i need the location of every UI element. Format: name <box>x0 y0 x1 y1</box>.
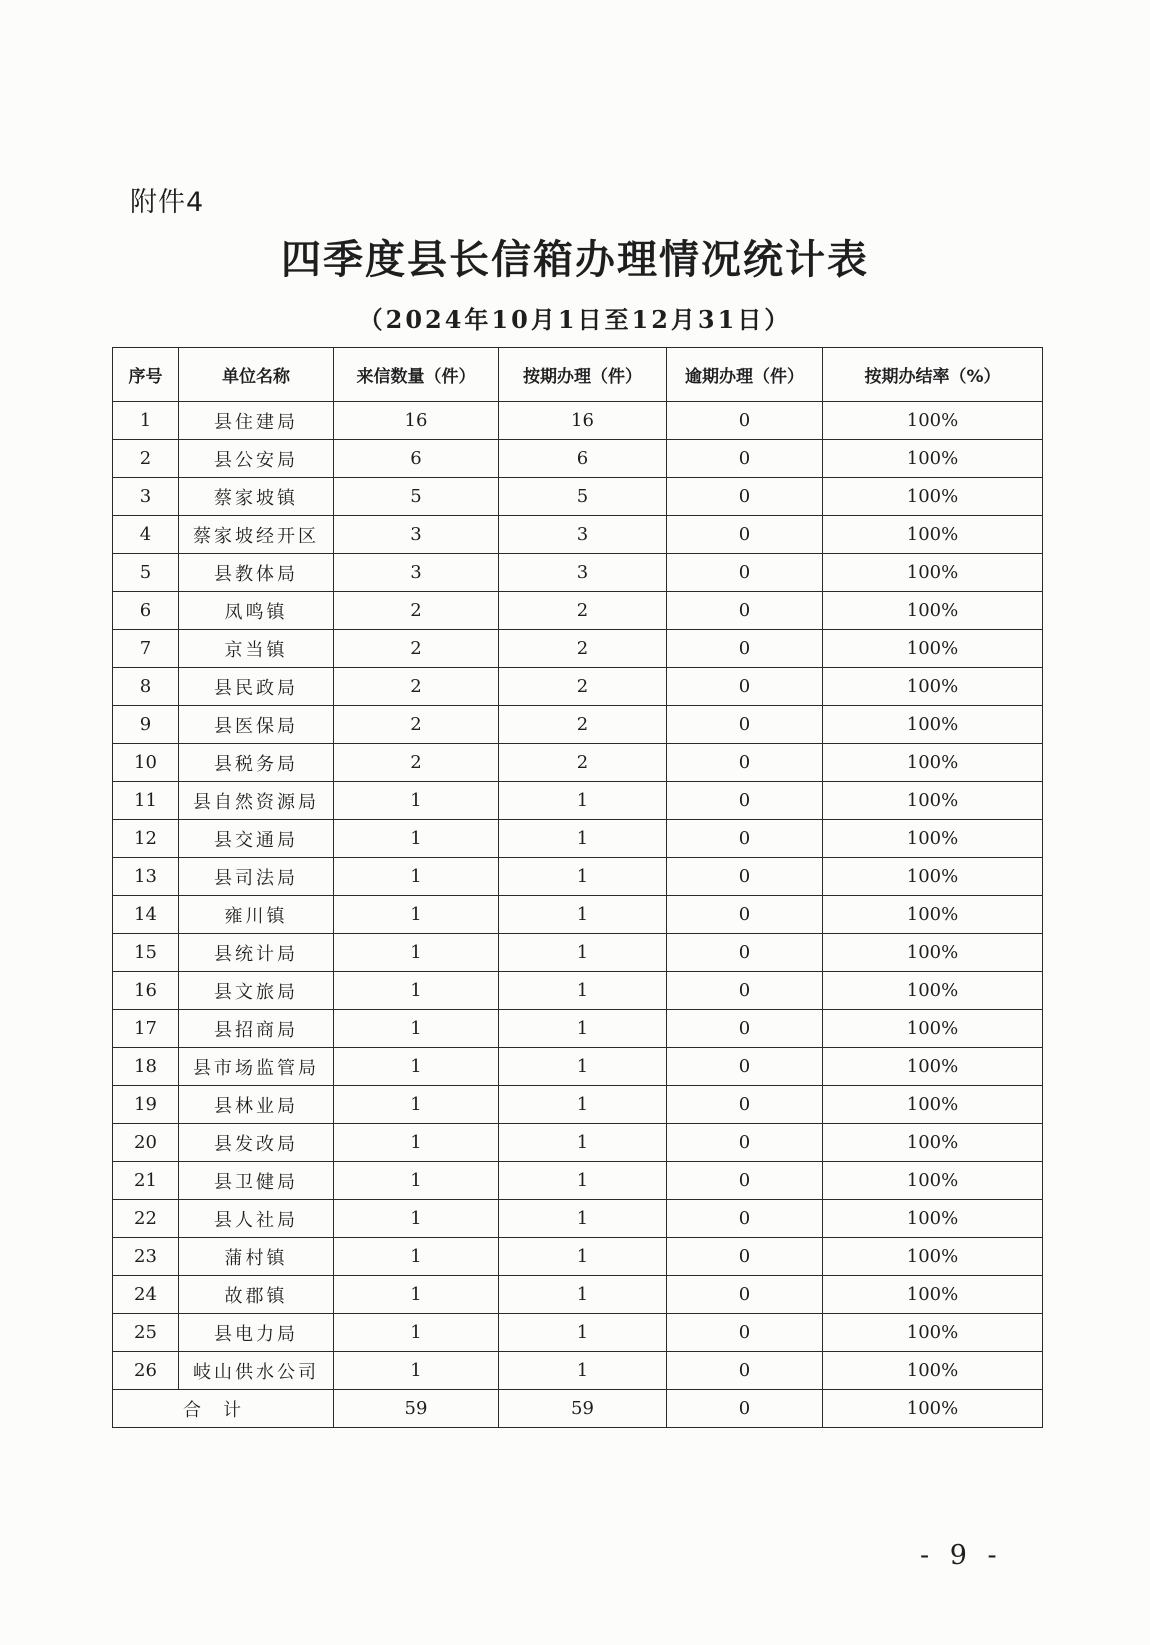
cell-unit-name: 雍川镇 <box>179 896 334 934</box>
cell-letters-received: 2 <box>334 668 499 706</box>
cell-handled-on-time: 1 <box>499 1276 667 1314</box>
cell-letters-received: 1 <box>334 1238 499 1276</box>
cell-on-time-rate: 100% <box>823 1238 1043 1276</box>
cell-on-time-rate: 100% <box>823 1276 1043 1314</box>
table-row <box>113 1048 1043 1086</box>
cell-unit-name: 县住建局 <box>179 402 334 440</box>
table-row <box>113 896 1043 934</box>
cell-unit-name: 县教体局 <box>179 554 334 592</box>
cell-serial-number: 15 <box>113 934 179 972</box>
cell-letters-received: 1 <box>334 858 499 896</box>
cell-handled-on-time: 3 <box>499 554 667 592</box>
cell-unit-name: 京当镇 <box>179 630 334 668</box>
cell-handled-on-time: 1 <box>499 1314 667 1352</box>
cell-serial-number: 2 <box>113 440 179 478</box>
table-row <box>113 1352 1043 1390</box>
cell-serial-number: 11 <box>113 782 179 820</box>
cell-handled-overdue: 0 <box>667 592 823 630</box>
cell-unit-name: 县人社局 <box>179 1200 334 1238</box>
page-number: - 9 - <box>920 1540 1003 1571</box>
cell-handled-on-time: 1 <box>499 934 667 972</box>
header-serial-number: 序号 <box>113 348 179 402</box>
cell-on-time-rate: 100% <box>823 516 1043 554</box>
document-title: 四季度县长信箱办理情况统计表 <box>281 236 869 283</box>
total-received: 59 <box>334 1390 499 1428</box>
cell-on-time-rate: 100% <box>823 630 1043 668</box>
cell-serial-number: 19 <box>113 1086 179 1124</box>
cell-letters-received: 1 <box>334 1162 499 1200</box>
cell-unit-name: 县税务局 <box>179 744 334 782</box>
cell-unit-name: 县招商局 <box>179 1010 334 1048</box>
total-row <box>113 1390 1043 1428</box>
cell-on-time-rate: 100% <box>823 744 1043 782</box>
statistics-table <box>112 347 1043 1428</box>
cell-handled-overdue: 0 <box>667 1086 823 1124</box>
cell-unit-name: 县公安局 <box>179 440 334 478</box>
cell-on-time-rate: 100% <box>823 1352 1043 1390</box>
cell-handled-on-time: 1 <box>499 1086 667 1124</box>
cell-serial-number: 14 <box>113 896 179 934</box>
cell-letters-received: 1 <box>334 1010 499 1048</box>
cell-serial-number: 21 <box>113 1162 179 1200</box>
table-row <box>113 668 1043 706</box>
cell-on-time-rate: 100% <box>823 592 1043 630</box>
table-row <box>113 706 1043 744</box>
cell-unit-name: 县电力局 <box>179 1314 334 1352</box>
cell-handled-overdue: 0 <box>667 820 823 858</box>
cell-unit-name: 岐山供水公司 <box>179 1352 334 1390</box>
table-row <box>113 972 1043 1010</box>
header-row <box>113 348 1043 402</box>
cell-handled-overdue: 0 <box>667 554 823 592</box>
cell-unit-name: 县林业局 <box>179 1086 334 1124</box>
cell-handled-overdue: 0 <box>667 1314 823 1352</box>
cell-serial-number: 17 <box>113 1010 179 1048</box>
header-unit-name: 单位名称 <box>179 348 334 402</box>
table-row <box>113 630 1043 668</box>
cell-handled-on-time: 1 <box>499 1124 667 1162</box>
cell-handled-on-time: 1 <box>499 896 667 934</box>
cell-handled-overdue: 0 <box>667 1162 823 1200</box>
table-row <box>113 478 1043 516</box>
cell-letters-received: 16 <box>334 402 499 440</box>
cell-handled-overdue: 0 <box>667 1010 823 1048</box>
cell-handled-overdue: 0 <box>667 478 823 516</box>
cell-unit-name: 县交通局 <box>179 820 334 858</box>
cell-on-time-rate: 100% <box>823 554 1043 592</box>
header-on-time-rate: 按期办结率（%） <box>823 348 1043 402</box>
cell-serial-number: 3 <box>113 478 179 516</box>
cell-on-time-rate: 100% <box>823 1048 1043 1086</box>
cell-letters-received: 5 <box>334 478 499 516</box>
cell-unit-name: 蒲村镇 <box>179 1238 334 1276</box>
cell-letters-received: 1 <box>334 820 499 858</box>
cell-on-time-rate: 100% <box>823 668 1043 706</box>
cell-letters-received: 1 <box>334 896 499 934</box>
cell-handled-on-time: 16 <box>499 402 667 440</box>
cell-serial-number: 5 <box>113 554 179 592</box>
cell-unit-name: 县民政局 <box>179 668 334 706</box>
cell-on-time-rate: 100% <box>823 782 1043 820</box>
total-overdue: 0 <box>667 1390 823 1428</box>
cell-handled-on-time: 2 <box>499 592 667 630</box>
cell-on-time-rate: 100% <box>823 1086 1043 1124</box>
cell-handled-on-time: 1 <box>499 1010 667 1048</box>
cell-handled-on-time: 5 <box>499 478 667 516</box>
cell-handled-overdue: 0 <box>667 1124 823 1162</box>
cell-letters-received: 3 <box>334 516 499 554</box>
cell-handled-overdue: 0 <box>667 858 823 896</box>
cell-on-time-rate: 100% <box>823 478 1043 516</box>
cell-handled-on-time: 3 <box>499 516 667 554</box>
table-row <box>113 1276 1043 1314</box>
cell-on-time-rate: 100% <box>823 820 1043 858</box>
table-row <box>113 744 1043 782</box>
cell-serial-number: 22 <box>113 1200 179 1238</box>
cell-unit-name: 蔡家坡镇 <box>179 478 334 516</box>
cell-letters-received: 1 <box>334 934 499 972</box>
table-row <box>113 516 1043 554</box>
cell-on-time-rate: 100% <box>823 972 1043 1010</box>
cell-handled-overdue: 0 <box>667 440 823 478</box>
cell-handled-overdue: 0 <box>667 630 823 668</box>
cell-handled-on-time: 1 <box>499 820 667 858</box>
cell-handled-overdue: 0 <box>667 744 823 782</box>
cell-handled-on-time: 1 <box>499 1162 667 1200</box>
cell-handled-on-time: 2 <box>499 668 667 706</box>
cell-serial-number: 24 <box>113 1276 179 1314</box>
cell-letters-received: 1 <box>334 1314 499 1352</box>
cell-unit-name: 县司法局 <box>179 858 334 896</box>
cell-handled-on-time: 1 <box>499 1238 667 1276</box>
cell-handled-overdue: 0 <box>667 516 823 554</box>
cell-letters-received: 2 <box>334 592 499 630</box>
cell-unit-name: 县文旅局 <box>179 972 334 1010</box>
cell-handled-overdue: 0 <box>667 934 823 972</box>
cell-on-time-rate: 100% <box>823 896 1043 934</box>
attachment-label: 附件4 <box>130 187 205 218</box>
table-row <box>113 1010 1043 1048</box>
cell-serial-number: 8 <box>113 668 179 706</box>
cell-unit-name: 蔡家坡经开区 <box>179 516 334 554</box>
cell-handled-overdue: 0 <box>667 402 823 440</box>
cell-serial-number: 1 <box>113 402 179 440</box>
cell-serial-number: 6 <box>113 592 179 630</box>
cell-on-time-rate: 100% <box>823 858 1043 896</box>
table-row <box>113 440 1043 478</box>
total-on-time: 59 <box>499 1390 667 1428</box>
cell-handled-overdue: 0 <box>667 1238 823 1276</box>
cell-serial-number: 12 <box>113 820 179 858</box>
cell-serial-number: 4 <box>113 516 179 554</box>
cell-letters-received: 2 <box>334 706 499 744</box>
cell-handled-on-time: 1 <box>499 858 667 896</box>
cell-serial-number: 20 <box>113 1124 179 1162</box>
cell-handled-on-time: 1 <box>499 1048 667 1086</box>
cell-handled-overdue: 0 <box>667 1352 823 1390</box>
cell-unit-name: 县市场监管局 <box>179 1048 334 1086</box>
cell-letters-received: 1 <box>334 1276 499 1314</box>
table-footer <box>113 1390 1043 1428</box>
cell-handled-on-time: 6 <box>499 440 667 478</box>
cell-serial-number: 26 <box>113 1352 179 1390</box>
cell-letters-received: 1 <box>334 1200 499 1238</box>
cell-unit-name: 县统计局 <box>179 934 334 972</box>
cell-on-time-rate: 100% <box>823 1010 1043 1048</box>
cell-on-time-rate: 100% <box>823 1124 1043 1162</box>
cell-handled-on-time: 1 <box>499 1352 667 1390</box>
cell-letters-received: 2 <box>334 744 499 782</box>
table-row <box>113 402 1043 440</box>
table-row <box>113 934 1043 972</box>
cell-serial-number: 13 <box>113 858 179 896</box>
cell-letters-received: 1 <box>334 1048 499 1086</box>
cell-serial-number: 10 <box>113 744 179 782</box>
table-body <box>113 402 1043 1390</box>
cell-handled-on-time: 2 <box>499 630 667 668</box>
header-handled-overdue: 逾期办理（件） <box>667 348 823 402</box>
cell-handled-on-time: 1 <box>499 1200 667 1238</box>
table-row <box>113 858 1043 896</box>
cell-letters-received: 3 <box>334 554 499 592</box>
cell-unit-name: 县发改局 <box>179 1124 334 1162</box>
cell-on-time-rate: 100% <box>823 1314 1043 1352</box>
table-row <box>113 592 1043 630</box>
cell-handled-overdue: 0 <box>667 706 823 744</box>
cell-handled-overdue: 0 <box>667 1200 823 1238</box>
cell-letters-received: 6 <box>334 440 499 478</box>
cell-letters-received: 1 <box>334 782 499 820</box>
table-row <box>113 554 1043 592</box>
cell-letters-received: 2 <box>334 630 499 668</box>
cell-handled-overdue: 0 <box>667 896 823 934</box>
cell-serial-number: 18 <box>113 1048 179 1086</box>
cell-handled-overdue: 0 <box>667 1048 823 1086</box>
date-range-subtitle: （2024年10月1日至12月31日） <box>358 305 792 334</box>
table-row <box>113 1086 1043 1124</box>
cell-on-time-rate: 100% <box>823 1200 1043 1238</box>
total-rate: 100% <box>823 1390 1043 1428</box>
cell-letters-received: 1 <box>334 1124 499 1162</box>
cell-handled-on-time: 2 <box>499 706 667 744</box>
cell-on-time-rate: 100% <box>823 934 1043 972</box>
table-header <box>113 348 1043 402</box>
table-row <box>113 1238 1043 1276</box>
header-letters-received: 来信数量（件） <box>334 348 499 402</box>
total-label: 合计 <box>113 1390 334 1428</box>
cell-on-time-rate: 100% <box>823 402 1043 440</box>
cell-on-time-rate: 100% <box>823 1162 1043 1200</box>
header-handled-on-time: 按期办理（件） <box>499 348 667 402</box>
cell-handled-on-time: 1 <box>499 782 667 820</box>
table-row <box>113 820 1043 858</box>
cell-serial-number: 25 <box>113 1314 179 1352</box>
cell-serial-number: 9 <box>113 706 179 744</box>
table-row <box>113 1200 1043 1238</box>
cell-serial-number: 7 <box>113 630 179 668</box>
cell-unit-name: 故郡镇 <box>179 1276 334 1314</box>
table-row <box>113 782 1043 820</box>
cell-handled-on-time: 2 <box>499 744 667 782</box>
cell-letters-received: 1 <box>334 1352 499 1390</box>
cell-handled-on-time: 1 <box>499 972 667 1010</box>
cell-on-time-rate: 100% <box>823 706 1043 744</box>
cell-serial-number: 16 <box>113 972 179 1010</box>
cell-letters-received: 1 <box>334 1086 499 1124</box>
cell-handled-overdue: 0 <box>667 972 823 1010</box>
table-row <box>113 1124 1043 1162</box>
table-row <box>113 1162 1043 1200</box>
cell-letters-received: 1 <box>334 972 499 1010</box>
cell-handled-overdue: 0 <box>667 668 823 706</box>
cell-unit-name: 县医保局 <box>179 706 334 744</box>
cell-unit-name: 县卫健局 <box>179 1162 334 1200</box>
cell-on-time-rate: 100% <box>823 440 1043 478</box>
cell-unit-name: 县自然资源局 <box>179 782 334 820</box>
table-row <box>113 1314 1043 1352</box>
cell-serial-number: 23 <box>113 1238 179 1276</box>
cell-handled-overdue: 0 <box>667 782 823 820</box>
cell-unit-name: 凤鸣镇 <box>179 592 334 630</box>
cell-handled-overdue: 0 <box>667 1276 823 1314</box>
